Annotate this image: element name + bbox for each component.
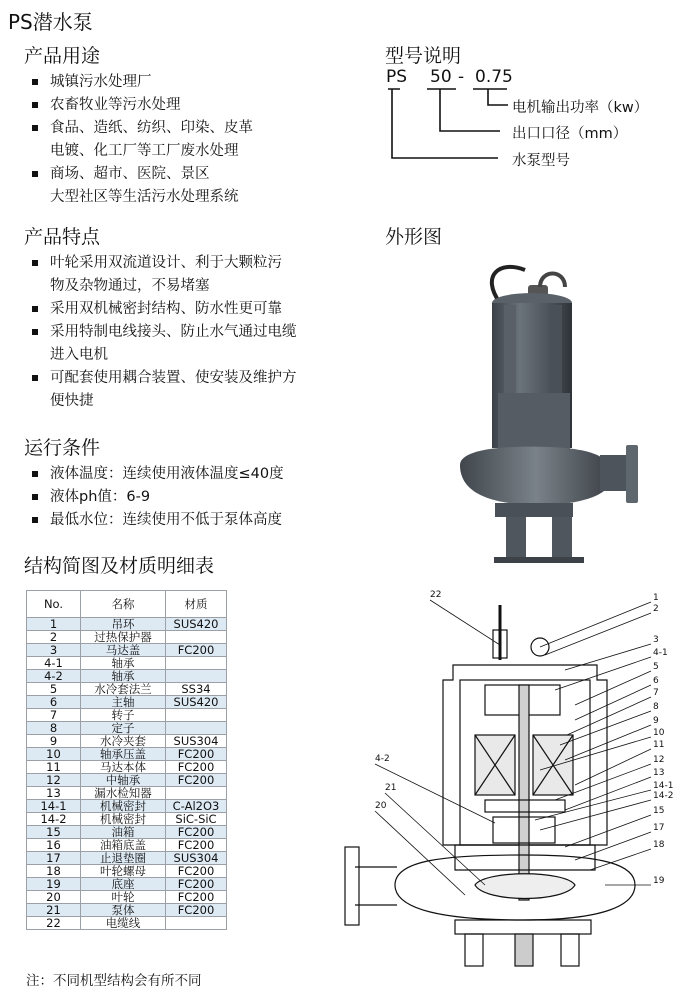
cell-name: 马达盖 [81,644,166,657]
list-item-line1: 采用特制电线接头、防止水气通过电缆 [50,324,297,340]
list-item [24,163,354,209]
cell-name: 水冷套法兰 [81,683,166,696]
cell-name: 叶轮 [81,891,166,904]
list-item-line1: 食品、造纸、纺织、印染、皮革 [50,120,253,136]
diagram-label-right: 17 [653,823,665,833]
cell-material: C-Al2O3 [166,800,227,813]
list-item-line1: 商场、超市、医院、景区 [50,166,210,182]
cell-no: 1 [27,618,81,631]
cell-name: 轴承 [81,657,166,670]
features-list [24,252,364,413]
model-label-outlet: 出口口径（mm） [512,126,628,142]
cell-material: FC200 [166,839,227,852]
table-row [27,865,227,878]
cell-no: 4-2 [27,670,81,683]
diagram-label-right: 6 [653,676,659,686]
diagram-label-left: 22 [430,590,442,600]
cell-name: 止退垫圈 [81,852,166,865]
list-item-line1: 城镇污水处理厂 [50,74,152,90]
cell-name: 轴承压盖 [81,748,166,761]
list-item-line1: 采用双机械密封结构、防水性更可靠 [50,301,282,317]
cell-name: 马达本体 [81,761,166,774]
col-header-name: 名称 [81,591,166,618]
cell-no: 15 [27,826,81,839]
table-row [27,670,227,683]
cell-no: 5 [27,683,81,696]
table-row [27,839,227,852]
cell-material: FC200 [166,761,227,774]
cell-material [166,917,227,930]
cell-no: 8 [27,722,81,735]
cell-material [166,722,227,735]
diagram-label-right: 18 [653,840,665,850]
cell-name: 油箱底盖 [81,839,166,852]
diagram-label-left: 4-2 [375,754,390,764]
table-row [27,657,227,670]
conditions-list [24,463,364,532]
cell-no: 14-1 [27,800,81,813]
base-leg-right [552,517,572,561]
diagram-label-right: 7 [653,688,659,698]
cell-material [166,709,227,722]
cell-material [166,670,227,683]
list-item-line2: 大型社区等生活污水处理系统 [50,189,239,205]
cell-no: 6 [27,696,81,709]
pump-photo [440,255,670,575]
cell-material [166,787,227,800]
cell-name: 中轴承 [81,774,166,787]
cross-section-diagram [335,585,695,970]
cell-name: 底座 [81,878,166,891]
lifting-ring [540,274,565,288]
structure-note: 注：不同机型结构会有所不同 [26,973,202,989]
cell-no: 9 [27,735,81,748]
cell-name: 泵体 [81,904,166,917]
list-item [24,367,364,413]
list-item-line2: 物及杂物通过，不易堵塞 [50,278,210,294]
list-item-line2: 电镀、化工厂等工厂废水处理 [50,143,239,159]
table-row [27,709,227,722]
materials-table [26,590,227,930]
table-row [27,878,227,891]
table-row [27,748,227,761]
diagram-label-right: 19 [653,876,665,886]
structure-heading: 结构简图及材质明细表 [24,555,215,577]
usage-heading: 产品用途 [24,45,101,67]
cell-name: 吊环 [81,618,166,631]
model-code-separator: - [458,67,465,87]
base-leg-left [506,517,526,561]
diagram-label-right: 2 [653,604,659,614]
list-item-line2: 进入电机 [50,347,108,363]
model-heading: 型号说明 [385,45,462,67]
cell-material: FC200 [166,878,227,891]
diagram-label-right: 13 [653,768,665,778]
cell-name: 转子 [81,709,166,722]
table-row [27,787,227,800]
cell-name: 电缆线 [81,917,166,930]
cell-name: 机械密封 [81,800,166,813]
list-item [24,321,364,367]
cell-no: 21 [27,904,81,917]
cell-material: FC200 [166,891,227,904]
cell-name: 机械密封 [81,813,166,826]
table-row [27,774,227,787]
diagram-label-right: 3 [653,635,659,645]
cell-no: 12 [27,774,81,787]
table-row [27,813,227,826]
cell-material: SUS304 [166,735,227,748]
page-title: PS潜水泵 [8,10,93,34]
list-item [24,463,364,486]
cell-name: 轴承 [81,670,166,683]
cell-material: FC200 [166,865,227,878]
diagram-label-left: 21 [385,783,397,793]
model-code-power: 0.75 [475,67,513,87]
diagram-label-right: 12 [653,755,665,765]
col-header-no: No. [27,591,81,618]
diagram-label-right: 4-1 [653,648,668,658]
cell-material: FC200 [166,748,227,761]
diagram-label-right: 14-2 [653,791,674,801]
list-item [24,71,354,94]
table-row [27,722,227,735]
cell-material: SUS304 [166,852,227,865]
table-row [27,618,227,631]
cell-no: 11 [27,761,81,774]
cell-no: 19 [27,878,81,891]
list-item-line2: 便快捷 [50,393,94,409]
table-row [27,917,227,930]
col-header-material: 材质 [166,591,227,618]
model-code-outlet: 50 [430,67,452,87]
cell-no: 18 [27,865,81,878]
table-row [27,631,227,644]
pump-casing [460,447,612,505]
features-heading: 产品特点 [24,226,101,248]
list-item [24,486,364,509]
cell-no: 22 [27,917,81,930]
appearance-heading: 外形图 [385,226,443,248]
list-item [24,509,364,532]
cell-material: FC200 [166,826,227,839]
usage-list [24,71,354,209]
outlet-flange [626,445,638,503]
cell-name: 水冷夹套 [81,735,166,748]
cell-no: 4-1 [27,657,81,670]
cell-no: 7 [27,709,81,722]
cell-no: 14-2 [27,813,81,826]
cell-material [166,631,227,644]
list-item-text: 液体温度：连续使用液体温度≤40度 [50,466,284,482]
cell-name: 过热保护器 [81,631,166,644]
table-row [27,683,227,696]
cell-no: 10 [27,748,81,761]
table-row [27,891,227,904]
cell-material: SUS420 [166,618,227,631]
model-leader-lines [380,84,530,164]
model-label-type: 水泵型号 [512,153,570,169]
table-header-row [27,591,227,618]
cell-no: 20 [27,891,81,904]
table-row [27,696,227,709]
list-item-text: 最低水位：连续使用不低于泵体高度 [50,512,282,528]
table-row [27,826,227,839]
outlet-pipe [600,455,630,491]
diagram-label-right: 14-1 [653,781,674,791]
list-item-text: 液体ph值：6-9 [50,489,151,505]
list-item [24,94,354,117]
cell-no: 2 [27,631,81,644]
table-row [27,904,227,917]
diagram-label-right: 11 [653,740,665,750]
cell-no: 3 [27,644,81,657]
table-row [27,735,227,748]
cell-no: 13 [27,787,81,800]
diagram-label-right: 1 [653,593,659,603]
cell-material: FC200 [166,644,227,657]
diagram-label-right: 8 [653,702,659,712]
diagram-label-right: 15 [653,806,665,816]
list-item [24,298,364,321]
table-row [27,800,227,813]
table-row [27,761,227,774]
model-code-type: PS [386,67,408,87]
cell-material: FC200 [166,774,227,787]
list-item-line1: 农畜牧业等污水处理 [50,97,181,113]
diagram-label-left: 20 [375,801,387,811]
cell-material: SiC-SiC [166,813,227,826]
cell-name: 油箱 [81,826,166,839]
list-item-line1: 叶轮采用双流道设计、利于大颗粒污 [50,255,282,271]
model-label-power: 电机输出功率（kw） [512,100,649,116]
cell-material: SUS420 [166,696,227,709]
list-item [24,252,364,298]
cell-no: 17 [27,852,81,865]
list-item-line1: 可配套使用耦合装置、使安装及维护方 [50,370,297,386]
diagram-label-right: 9 [653,716,659,726]
cell-material [166,657,227,670]
list-item [24,117,354,163]
cell-name: 定子 [81,722,166,735]
table-row [27,644,227,657]
conditions-heading: 运行条件 [24,437,101,459]
cell-material: SS34 [166,683,227,696]
cell-no: 16 [27,839,81,852]
cell-name: 漏水检知器 [81,787,166,800]
cell-name: 主轴 [81,696,166,709]
table-row [27,852,227,865]
cell-material: FC200 [166,904,227,917]
diagram-label-right: 5 [653,662,659,672]
diagram-label-right: 10 [653,728,665,738]
cell-name: 叶轮螺母 [81,865,166,878]
